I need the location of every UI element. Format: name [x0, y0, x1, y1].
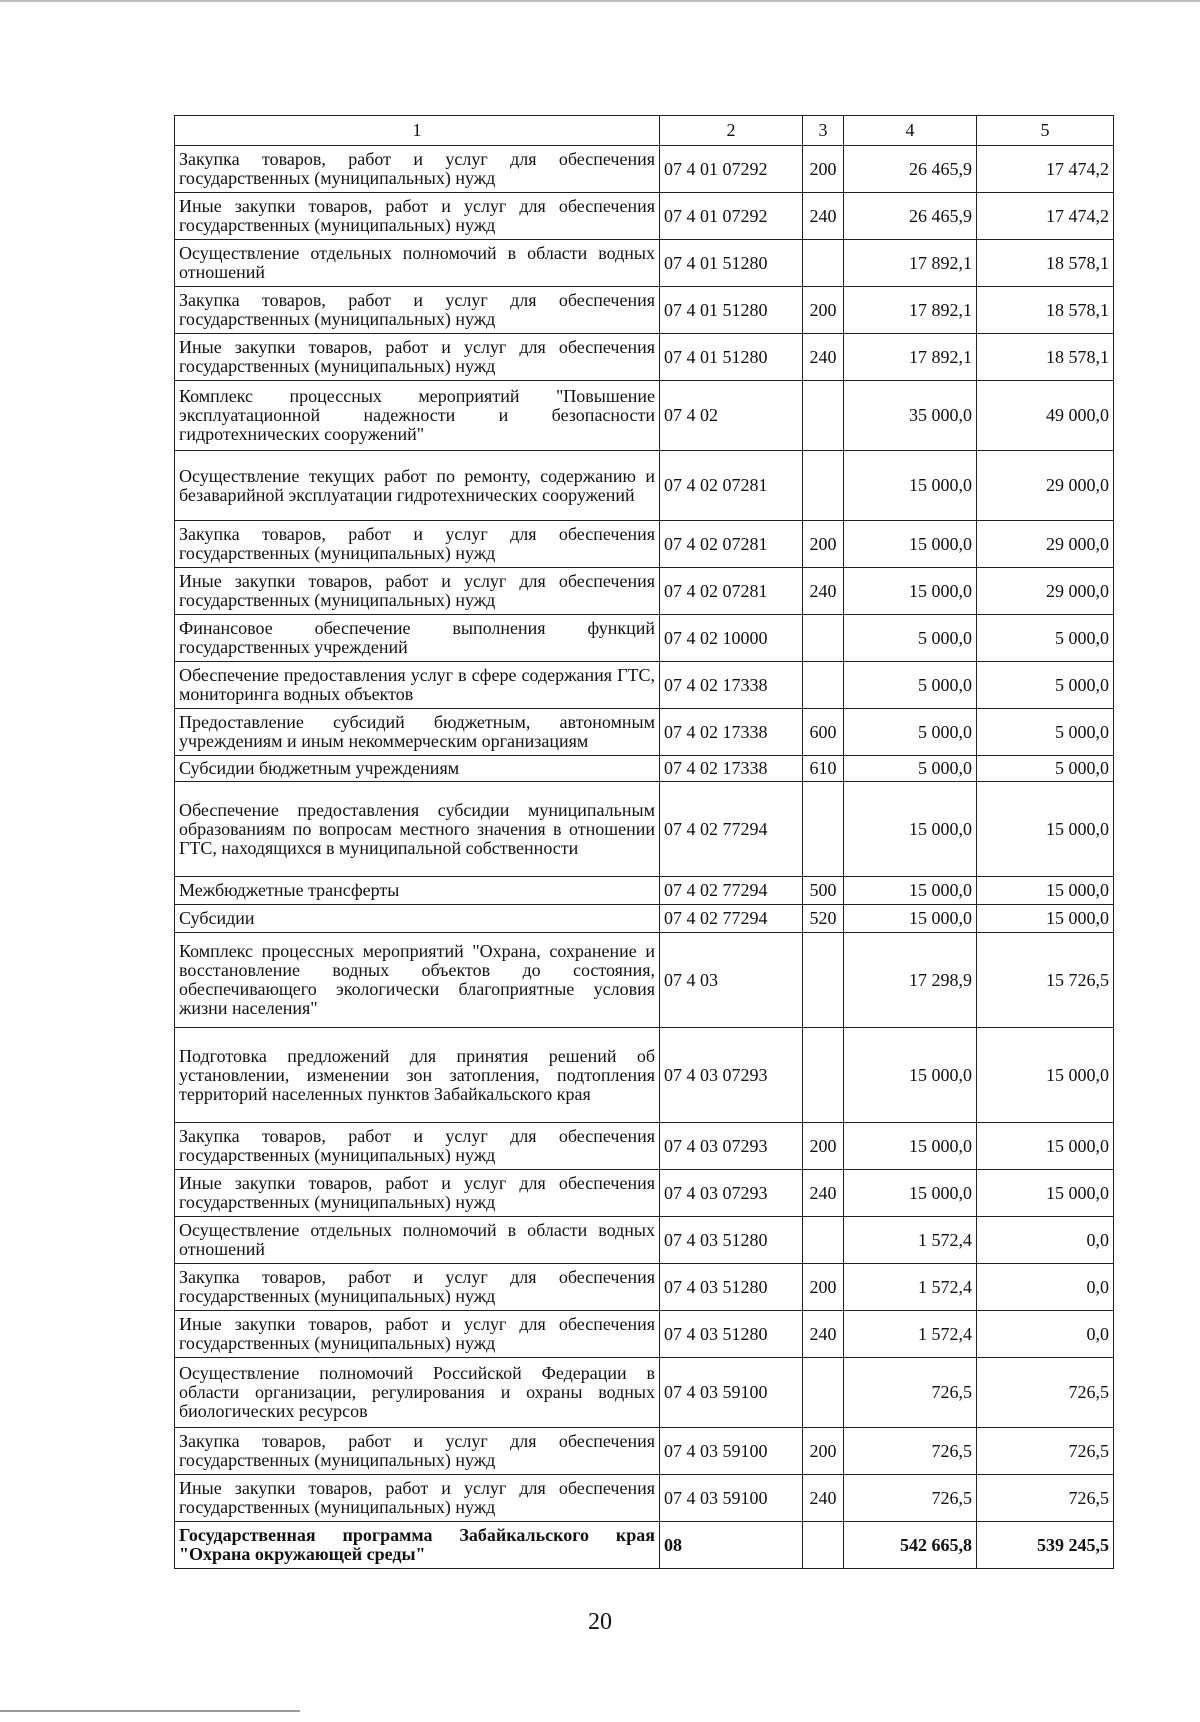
- cell-amount-col5: 15 000,0: [977, 905, 1114, 933]
- cell-name: Иные закупки товаров, работ и услуг для обеспечения государственных (муниципальных) нужд: [175, 1311, 660, 1358]
- cell-amount-col5: 15 000,0: [977, 782, 1114, 877]
- cell-name: Закупка товаров, работ и услуг для обеспечения государственных (муниципальных) нужд: [175, 1428, 660, 1475]
- cell-name: Комплекс процессных мероприятий "Повышение эксплуатационной надежности и безопасности гидротехнических сооружений": [175, 381, 660, 451]
- cell-amount-col4: 17 892,1: [844, 240, 977, 287]
- cell-amount-col5: 18 578,1: [977, 334, 1114, 381]
- table-row: [175, 521, 1114, 568]
- cell-amount-col4: 26 465,9: [844, 193, 977, 240]
- cell-amount-col4: 17 298,9: [844, 933, 977, 1028]
- cell-amount-col4: 1 572,4: [844, 1311, 977, 1358]
- cell-code: 07 4 03 07293: [660, 1028, 803, 1123]
- cell-expense-type: 500: [803, 877, 844, 905]
- cell-name: Иные закупки товаров, работ и услуг для обеспечения государственных (муниципальных) нужд: [175, 193, 660, 240]
- cell-amount-col5: 15 000,0: [977, 1123, 1114, 1170]
- table-row: [175, 381, 1114, 451]
- cell-amount-col4: 726,5: [844, 1428, 977, 1475]
- cell-expense-type: 240: [803, 193, 844, 240]
- cell-name: Обеспечение предоставления услуг в сфере содержания ГТС, мониторинга водных объектов: [175, 662, 660, 709]
- scan-edge-bottom: [0, 1710, 300, 1712]
- cell-name: Закупка товаров, работ и услуг для обеспечения государственных (муниципальных) нужд: [175, 287, 660, 334]
- cell-code: 07 4 03 59100: [660, 1428, 803, 1475]
- cell-amount-col4: 15 000,0: [844, 1123, 977, 1170]
- cell-name: Осуществление отдельных полномочий в области водных отношений: [175, 240, 660, 287]
- cell-code: 07 4 02 17338: [660, 709, 803, 756]
- cell-amount-col4: 15 000,0: [844, 568, 977, 615]
- cell-amount-col4: 5 000,0: [844, 615, 977, 662]
- cell-code: 07 4 02 07281: [660, 451, 803, 521]
- cell-name: Субсидии бюджетным учреждениям: [175, 756, 660, 782]
- cell-amount-col5: 726,5: [977, 1475, 1114, 1522]
- cell-amount-col5: 29 000,0: [977, 568, 1114, 615]
- cell-code: 08: [660, 1522, 803, 1569]
- cell-code: 07 4 01 51280: [660, 287, 803, 334]
- header-cell-3: 3: [803, 116, 844, 146]
- cell-amount-col4: 26 465,9: [844, 146, 977, 193]
- table-row: [175, 1264, 1114, 1311]
- cell-amount-col5: 17 474,2: [977, 193, 1114, 240]
- cell-code: 07 4 03: [660, 933, 803, 1028]
- cell-code: 07 4 01 07292: [660, 193, 803, 240]
- cell-expense-type: 520: [803, 905, 844, 933]
- table-row: [175, 905, 1114, 933]
- table-row: [175, 1028, 1114, 1123]
- cell-code: 07 4 03 07293: [660, 1123, 803, 1170]
- table-row: [175, 1522, 1114, 1569]
- cell-amount-col4: 15 000,0: [844, 877, 977, 905]
- cell-expense-type: [803, 615, 844, 662]
- cell-amount-col5: 29 000,0: [977, 451, 1114, 521]
- cell-amount-col4: 5 000,0: [844, 756, 977, 782]
- cell-amount-col5: 726,5: [977, 1428, 1114, 1475]
- cell-code: 07 4 02 07281: [660, 568, 803, 615]
- table-row: [175, 1358, 1114, 1428]
- cell-expense-type: 240: [803, 1170, 844, 1217]
- cell-expense-type: 200: [803, 1264, 844, 1311]
- cell-code: 07 4 02 10000: [660, 615, 803, 662]
- table-row: [175, 662, 1114, 709]
- cell-name: Комплекс процессных мероприятий "Охрана, сохранение и восстановление водных объектов до состояния, обеспечивающего экологически благоприятные условия жизни населения": [175, 933, 660, 1028]
- cell-code: 07 4 02 77294: [660, 905, 803, 933]
- cell-name: Закупка товаров, работ и услуг для обеспечения государственных (муниципальных) нужд: [175, 1123, 660, 1170]
- table-row: [175, 287, 1114, 334]
- cell-name: Закупка товаров, работ и услуг для обеспечения государственных (муниципальных) нужд: [175, 146, 660, 193]
- cell-code: 07 4 01 51280: [660, 240, 803, 287]
- table-row: [175, 1475, 1114, 1522]
- cell-name: Иные закупки товаров, работ и услуг для обеспечения государственных (муниципальных) нужд: [175, 568, 660, 615]
- cell-expense-type: 200: [803, 1428, 844, 1475]
- cell-amount-col5: 15 000,0: [977, 1028, 1114, 1123]
- cell-amount-col5: 15 000,0: [977, 877, 1114, 905]
- cell-code: 07 4 02 17338: [660, 662, 803, 709]
- cell-code: 07 4 02 07281: [660, 521, 803, 568]
- cell-amount-col5: 18 578,1: [977, 287, 1114, 334]
- cell-expense-type: 240: [803, 568, 844, 615]
- header-cell-5: 5: [977, 116, 1114, 146]
- cell-expense-type: [803, 1522, 844, 1569]
- cell-expense-type: [803, 240, 844, 287]
- table-row: [175, 193, 1114, 240]
- cell-code: 07 4 03 51280: [660, 1217, 803, 1264]
- cell-amount-col5: 726,5: [977, 1358, 1114, 1428]
- table-row: [175, 1170, 1114, 1217]
- budget-table: [174, 115, 1114, 1569]
- cell-amount-col4: 17 892,1: [844, 334, 977, 381]
- cell-expense-type: 240: [803, 334, 844, 381]
- cell-expense-type: [803, 381, 844, 451]
- cell-name: Иные закупки товаров, работ и услуг для обеспечения государственных (муниципальных) нужд: [175, 1475, 660, 1522]
- table-row: [175, 1217, 1114, 1264]
- cell-amount-col4: 726,5: [844, 1358, 977, 1428]
- cell-amount-col4: 726,5: [844, 1475, 977, 1522]
- table-body: [175, 116, 1114, 1569]
- cell-name: Осуществление полномочий Российской Федерации в области организации, регулирования и охраны водных биологических ресурсов: [175, 1358, 660, 1428]
- table-row: [175, 240, 1114, 287]
- cell-amount-col5: 15 000,0: [977, 1170, 1114, 1217]
- cell-amount-col5: 0,0: [977, 1311, 1114, 1358]
- page-number: 20: [588, 1609, 612, 1635]
- table-row: [175, 451, 1114, 521]
- table-row: [175, 1123, 1114, 1170]
- cell-amount-col4: 5 000,0: [844, 709, 977, 756]
- cell-name: Иные закупки товаров, работ и услуг для обеспечения государственных (муниципальных) нужд: [175, 334, 660, 381]
- cell-name: Предоставление субсидий бюджетным, автономным учреждениям и иным некоммерческим организациям: [175, 709, 660, 756]
- cell-code: 07 4 02 17338: [660, 756, 803, 782]
- cell-amount-col4: 15 000,0: [844, 782, 977, 877]
- cell-amount-col4: 1 572,4: [844, 1217, 977, 1264]
- cell-amount-col4: 17 892,1: [844, 287, 977, 334]
- cell-expense-type: [803, 933, 844, 1028]
- cell-amount-col4: 15 000,0: [844, 521, 977, 568]
- cell-amount-col5: 0,0: [977, 1217, 1114, 1264]
- cell-amount-col5: 5 000,0: [977, 662, 1114, 709]
- cell-name: Закупка товаров, работ и услуг для обеспечения государственных (муниципальных) нужд: [175, 521, 660, 568]
- cell-code: 07 4 03 07293: [660, 1170, 803, 1217]
- table-row: [175, 782, 1114, 877]
- cell-amount-col5: 5 000,0: [977, 615, 1114, 662]
- cell-amount-col5: 29 000,0: [977, 521, 1114, 568]
- scan-edge-top: [0, 0, 1200, 2]
- table-row: [175, 146, 1114, 193]
- cell-amount-col4: 1 572,4: [844, 1264, 977, 1311]
- cell-amount-col4: 5 000,0: [844, 662, 977, 709]
- cell-amount-col5: 18 578,1: [977, 240, 1114, 287]
- cell-code: 07 4 02 77294: [660, 782, 803, 877]
- cell-name: Субсидии: [175, 905, 660, 933]
- cell-amount-col5: 5 000,0: [977, 756, 1114, 782]
- cell-name: Обеспечение предоставления субсидии муниципальным образованиям по вопросам местного значения в отношении ГТС, находящихся в муниципальной собственности: [175, 782, 660, 877]
- table-row: [175, 615, 1114, 662]
- table-header-row: [175, 116, 1114, 146]
- cell-expense-type: 200: [803, 287, 844, 334]
- table-row: [175, 877, 1114, 905]
- cell-expense-type: [803, 451, 844, 521]
- cell-expense-type: 240: [803, 1475, 844, 1522]
- cell-amount-col4: 15 000,0: [844, 905, 977, 933]
- cell-code: 07 4 01 07292: [660, 146, 803, 193]
- cell-name: Межбюджетные трансферты: [175, 877, 660, 905]
- cell-code: 07 4 03 59100: [660, 1358, 803, 1428]
- cell-code: 07 4 01 51280: [660, 334, 803, 381]
- cell-code: 07 4 02 77294: [660, 877, 803, 905]
- header-cell-2: 2: [660, 116, 803, 146]
- cell-expense-type: [803, 782, 844, 877]
- cell-code: 07 4 03 51280: [660, 1311, 803, 1358]
- cell-amount-col4: 35 000,0: [844, 381, 977, 451]
- cell-expense-type: 200: [803, 146, 844, 193]
- cell-code: 07 4 03 51280: [660, 1264, 803, 1311]
- cell-expense-type: [803, 1358, 844, 1428]
- table-row: [175, 709, 1114, 756]
- cell-amount-col4: 15 000,0: [844, 1028, 977, 1123]
- table-row: [175, 1311, 1114, 1358]
- table-row: [175, 568, 1114, 615]
- cell-name: Осуществление отдельных полномочий в области водных отношений: [175, 1217, 660, 1264]
- cell-expense-type: 600: [803, 709, 844, 756]
- cell-amount-col5: 539 245,5: [977, 1522, 1114, 1569]
- cell-amount-col4: 15 000,0: [844, 451, 977, 521]
- cell-expense-type: [803, 662, 844, 709]
- cell-amount-col5: 5 000,0: [977, 709, 1114, 756]
- cell-name: Подготовка предложений для принятия решений об установлении, изменении зон затопления, подтопления территорий населенных пунктов Забайкальского края: [175, 1028, 660, 1123]
- header-cell-1: 1: [175, 116, 660, 146]
- cell-amount-col5: 49 000,0: [977, 381, 1114, 451]
- table-row: [175, 334, 1114, 381]
- cell-amount-col4: 542 665,8: [844, 1522, 977, 1569]
- table-row: [175, 933, 1114, 1028]
- cell-name: Государственная программа Забайкальского края "Охрана окружающей среды": [175, 1522, 660, 1569]
- cell-expense-type: 240: [803, 1311, 844, 1358]
- cell-expense-type: [803, 1217, 844, 1264]
- cell-expense-type: 200: [803, 521, 844, 568]
- cell-expense-type: 610: [803, 756, 844, 782]
- header-cell-4: 4: [844, 116, 977, 146]
- table-row: [175, 1428, 1114, 1475]
- cell-amount-col5: 15 726,5: [977, 933, 1114, 1028]
- cell-amount-col5: 0,0: [977, 1264, 1114, 1311]
- cell-amount-col4: 15 000,0: [844, 1170, 977, 1217]
- cell-name: Осуществление текущих работ по ремонту, содержанию и безаварийной эксплуатации гидротехнических сооружений: [175, 451, 660, 521]
- cell-name: Закупка товаров, работ и услуг для обеспечения государственных (муниципальных) нужд: [175, 1264, 660, 1311]
- cell-code: 07 4 03 59100: [660, 1475, 803, 1522]
- table-row: [175, 756, 1114, 782]
- cell-expense-type: 200: [803, 1123, 844, 1170]
- cell-code: 07 4 02: [660, 381, 803, 451]
- cell-amount-col5: 17 474,2: [977, 146, 1114, 193]
- cell-name: Иные закупки товаров, работ и услуг для обеспечения государственных (муниципальных) нужд: [175, 1170, 660, 1217]
- cell-name: Финансовое обеспечение выполнения функций государственных учреждений: [175, 615, 660, 662]
- cell-expense-type: [803, 1028, 844, 1123]
